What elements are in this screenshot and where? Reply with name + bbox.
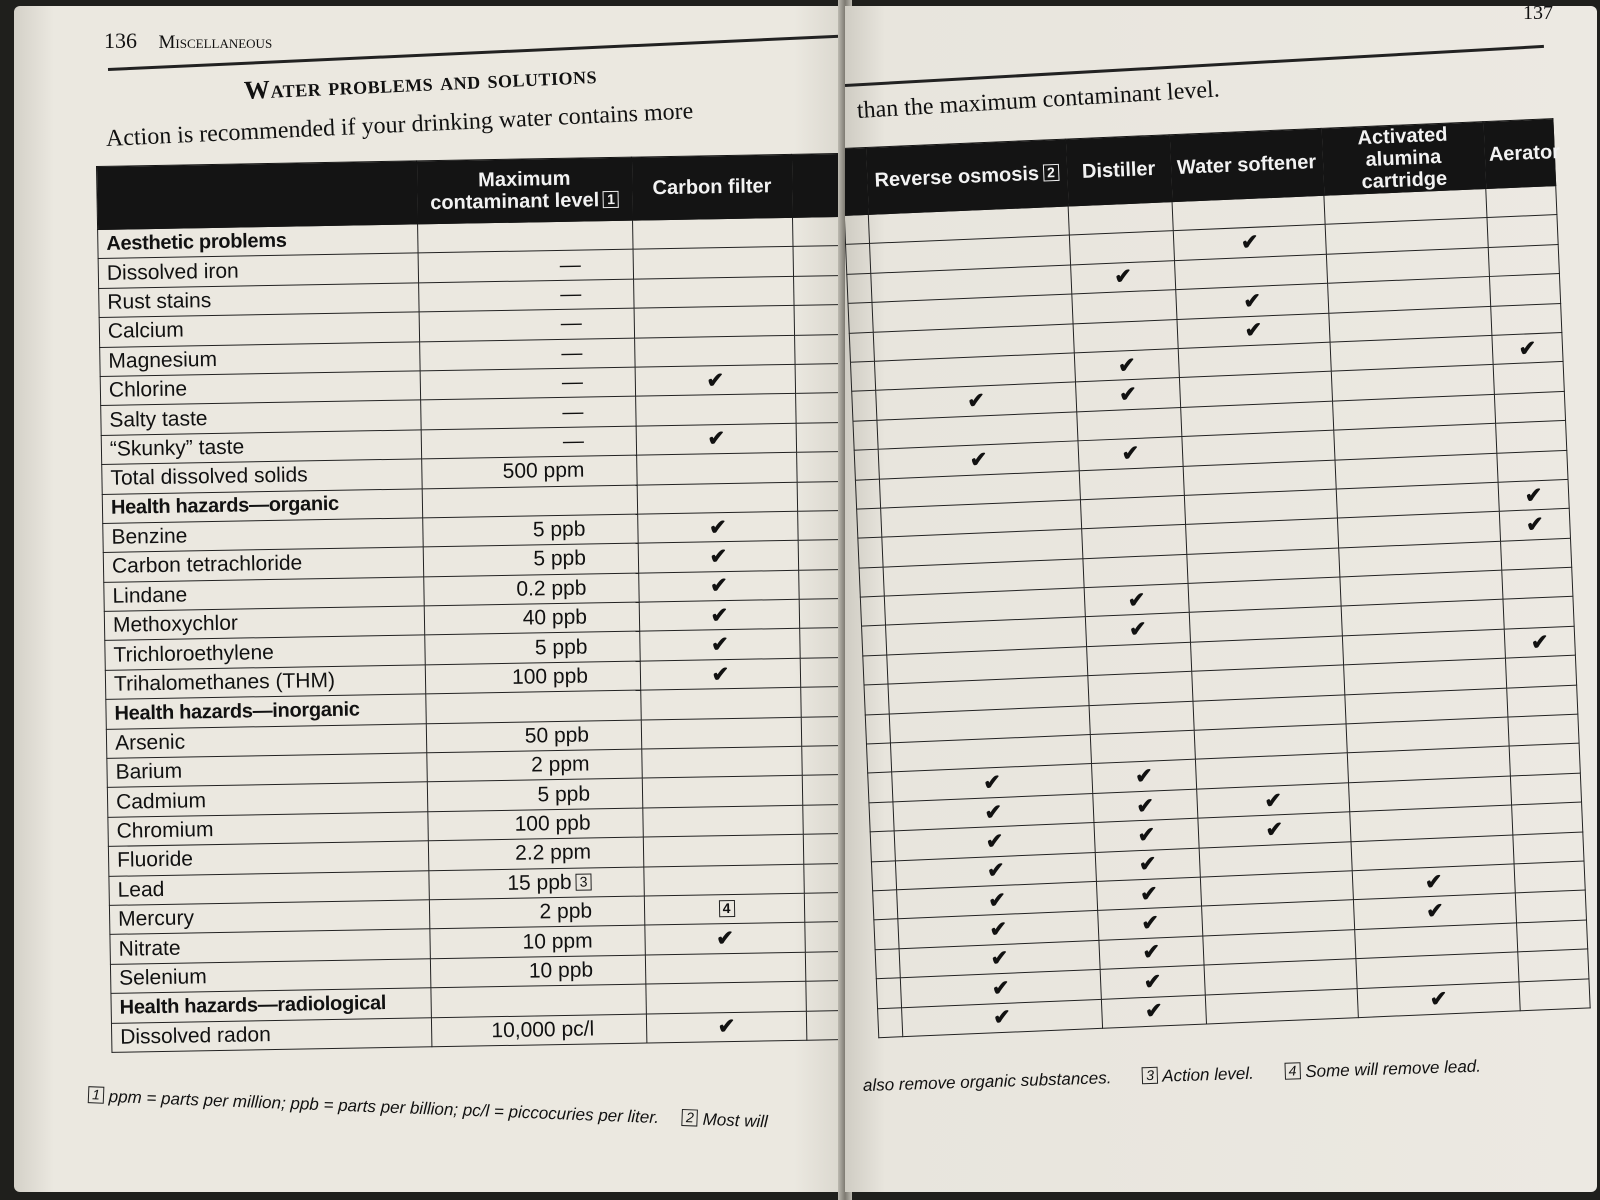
blank-cell [857, 508, 882, 538]
blank-cell [848, 303, 873, 333]
section-name: Miscellaneous [158, 32, 273, 53]
right-table-body [845, 186, 1590, 1038]
mcl-value [424, 602, 639, 635]
mcl-value [422, 485, 637, 518]
mcl-value [430, 925, 645, 958]
header-blank [97, 161, 418, 230]
check-icon: ✔ [1518, 336, 1537, 361]
blank-cell [868, 772, 893, 802]
check-icon: ✔ [1117, 353, 1137, 378]
aerator-cell [1512, 802, 1583, 834]
contaminant-label: Salty taste [101, 400, 421, 435]
contaminant-label: Chlorine [100, 371, 420, 406]
footnote-marker-2: 2 [682, 1109, 699, 1127]
distiller-cell [1101, 995, 1206, 1029]
blank-cell [875, 949, 900, 979]
mcl-text: 5 ppb [532, 517, 586, 542]
header-blank [845, 147, 868, 215]
mcl-value [427, 778, 642, 811]
page-number-left: 136 [104, 28, 137, 53]
carbon-filter-cell [643, 834, 803, 866]
footnote-2-text-left: Most will [702, 1109, 769, 1132]
intro-text-right: than the maximum contaminant level. [856, 76, 1221, 124]
check-icon: ✔ [708, 515, 727, 539]
contaminant-label: Carbon tetrachloride [103, 547, 423, 582]
aerator-cell [1486, 186, 1557, 218]
carbon-filter-cell [633, 217, 793, 249]
mcl-value [425, 661, 640, 694]
aerator-cell [1502, 567, 1573, 599]
aerator-cell [1501, 538, 1572, 570]
footnote-marker-1: 1 [88, 1086, 105, 1104]
aerator-cell [1518, 949, 1589, 981]
aerator-cell [1513, 832, 1584, 864]
contaminant-label: Trichloroethylene [105, 635, 425, 670]
running-head [104, 28, 272, 54]
left-table [96, 153, 845, 1053]
mcl-text: 500 ppm [502, 458, 585, 484]
carbon-filter-cell [638, 511, 798, 543]
footnote-marker-3: 3 [575, 873, 591, 890]
distiller-cell [1080, 495, 1185, 529]
check-icon: ✔ [1139, 882, 1159, 906]
check-icon: ✔ [1140, 911, 1160, 936]
carbon-filter-cell [633, 247, 793, 279]
mcl-text: 0.2 ppb [516, 576, 587, 601]
aerator-cell [1496, 421, 1567, 453]
distiller-cell [1069, 231, 1174, 265]
aerator-cell [1514, 861, 1585, 893]
carbon-filter-cell [638, 541, 798, 573]
aerator-cell [1491, 303, 1562, 335]
check-icon: ✔ [1138, 852, 1158, 877]
header-reverse-osmosis: Reverse osmosis 2 [865, 139, 1068, 214]
aerator-cell [1515, 890, 1586, 922]
contaminant-label: Calcium [99, 312, 419, 347]
check-icon: ✔ [1143, 970, 1162, 994]
aerator-cell [1519, 978, 1590, 1010]
mcl-text: — [561, 341, 583, 365]
check-icon: ✔ [987, 888, 1007, 913]
blank-cell [853, 420, 878, 450]
check-icon: ✔ [991, 976, 1011, 1001]
blank-cell [863, 655, 888, 685]
mcl-value [419, 279, 634, 312]
distiller-cell [1082, 525, 1187, 559]
mcl-text: 5 ppb [533, 546, 587, 571]
distiller-cell [1093, 789, 1198, 823]
section-heading: Health hazards—organic [102, 488, 422, 523]
aerator-cell [1488, 244, 1559, 276]
contaminant-label: Dissolved iron [98, 253, 418, 288]
check-icon: ✔ [711, 662, 730, 686]
mcl-text: 15 ppb [507, 870, 572, 895]
check-icon: ✔ [1265, 817, 1284, 842]
check-icon: ✔ [992, 1005, 1012, 1030]
check-icon: ✔ [969, 447, 988, 472]
blank-cell [846, 244, 871, 274]
mcl-text: 5 ppb [537, 782, 591, 806]
distiller-cell [1088, 672, 1193, 706]
carbon-filter-cell [639, 570, 799, 602]
activated-alumina-cell [1357, 981, 1520, 1017]
header-distiller: Distiller [1065, 135, 1172, 206]
blank-cell [859, 567, 884, 597]
carbon-filter-cell [645, 952, 805, 984]
distiller-cell [1078, 437, 1183, 471]
mcl-value [429, 867, 644, 900]
mcl-value [426, 690, 641, 723]
mcl-value [428, 837, 643, 870]
distiller-cell [1068, 202, 1173, 236]
check-icon: ✔ [710, 633, 729, 657]
check-icon: ✔ [1524, 483, 1543, 508]
distiller-cell [1099, 936, 1204, 970]
check-icon: ✔ [1429, 987, 1448, 1012]
carbon-filter-cell [636, 394, 796, 426]
blank-cell [865, 714, 890, 744]
contaminant-label: Lindane [104, 577, 424, 612]
blank-cell [873, 890, 898, 920]
mcl-text: 2 ppm [530, 752, 590, 777]
aerator-cell [1507, 685, 1578, 717]
contaminant-label: Barium [107, 753, 427, 788]
contaminant-label: Selenium [110, 959, 430, 994]
carbon-filter-cell [636, 423, 796, 455]
contaminant-label: Cadmium [107, 782, 427, 817]
blank-cell [850, 361, 875, 391]
header-mcl: Maximum contaminant level 1 [416, 157, 632, 224]
check-icon: ✔ [1128, 617, 1148, 642]
mcl-value [430, 955, 645, 988]
distiller-cell [1095, 848, 1200, 882]
blank-cell [869, 802, 894, 832]
mcl-text: 2.2 ppm [514, 840, 592, 866]
footnote-4-text: Some will remove lead. [1304, 1056, 1482, 1082]
footnote-marker-4: 4 [1284, 1062, 1301, 1079]
carbon-filter-cell [639, 599, 799, 631]
aerator-cell [1509, 744, 1580, 776]
contaminant-label: Lead [109, 870, 429, 905]
check-icon: ✔ [985, 829, 1004, 854]
distiller-cell [1084, 583, 1189, 617]
header-blank [791, 153, 845, 217]
blank-cell [858, 537, 883, 567]
mcl-value [424, 573, 639, 606]
water-softener-cell [1205, 988, 1358, 1024]
aerator-cell [1510, 773, 1581, 805]
check-icon: ✔ [1118, 382, 1138, 407]
mcl-value [420, 367, 635, 400]
check-icon: ✔ [1113, 265, 1133, 290]
distiller-cell [1094, 818, 1199, 852]
distiller-cell [1087, 642, 1192, 676]
contaminant-label: “Skunky” taste [101, 430, 421, 465]
contaminant-label: Nitrate [110, 929, 430, 964]
contaminant-label: Total dissolved solids [102, 459, 422, 494]
mcl-value [427, 749, 642, 782]
distiller-cell [1098, 906, 1203, 940]
aerator-cell [1492, 332, 1563, 364]
distiller-cell [1072, 290, 1177, 324]
mcl-text: — [562, 400, 584, 424]
contaminant-label: Mercury [109, 900, 429, 935]
distiller-cell [1100, 965, 1205, 999]
distiller-cell [1096, 877, 1201, 911]
check-icon: ✔ [1137, 823, 1156, 848]
contaminant-label: Fluoride [108, 841, 428, 876]
carbon-filter-cell [642, 746, 802, 778]
carbon-filter-cell [646, 1011, 806, 1043]
contaminant-label: Rust stains [99, 283, 419, 318]
right-table [845, 118, 1591, 1038]
check-icon: ✔ [1127, 588, 1146, 613]
aerator-cell [1503, 597, 1574, 629]
mcl-text: — [562, 429, 585, 453]
header-aerator: Aerator [1483, 119, 1556, 189]
check-icon: ✔ [1136, 793, 1155, 818]
aerator-cell [1489, 274, 1560, 306]
mcl-value [422, 455, 637, 488]
blank-cell [871, 860, 896, 890]
contaminant-label: Trihalomethanes (THM) [105, 665, 425, 700]
contaminant-label: Magnesium [100, 341, 420, 376]
carbon-filter-cell [644, 864, 804, 896]
blank-cell [862, 626, 887, 656]
mcl-text: 100 ppb [511, 664, 589, 689]
check-icon: ✔ [1424, 870, 1444, 894]
check-icon: ✔ [709, 574, 728, 598]
check-icon: ✔ [989, 917, 1008, 942]
blank-cell [845, 214, 870, 244]
intro-text-left: Action is recommended if your drinking water contains more [105, 98, 694, 152]
distiller-cell [1077, 407, 1182, 441]
check-icon: ✔ [1263, 788, 1283, 813]
check-icon: ✔ [1121, 441, 1140, 466]
mcl-value [421, 426, 636, 459]
check-icon: ✔ [982, 770, 1002, 795]
footnote-marker-1: 1 [603, 191, 619, 208]
mcl-value [426, 720, 641, 753]
mcl-text: 2 ppb [539, 899, 593, 924]
blank-cell [874, 919, 899, 949]
page-title: Water problems and solutions [243, 59, 598, 105]
blank-cell [854, 449, 879, 479]
carbon-filter-cell [642, 776, 802, 808]
aerator-cell [1499, 509, 1570, 541]
mcl-text: — [561, 370, 584, 395]
carbon-filter-cell [643, 805, 803, 837]
distiller-cell [1073, 319, 1178, 353]
blank-cell [870, 831, 895, 861]
mcl-value [419, 308, 634, 341]
section-heading: Health hazards—inorganic [106, 694, 426, 729]
aerator-cell [1517, 920, 1588, 952]
carbon-filter-cell [637, 482, 797, 514]
blank-cell [878, 1007, 903, 1037]
check-icon: ✔ [984, 800, 1003, 825]
blank-cell [849, 332, 874, 362]
mcl-text: — [559, 253, 581, 277]
mcl-value [431, 984, 646, 1017]
aerator-cell [1497, 450, 1568, 482]
aerator-cell [1505, 655, 1576, 687]
carbon-filter-cell [641, 688, 801, 720]
mcl-value [429, 896, 644, 929]
footnote-right [863, 1057, 1482, 1096]
contaminant-label: Methoxychlor [104, 606, 424, 641]
mcl-text: 40 ppb [522, 605, 588, 630]
check-icon: ✔ [1525, 512, 1545, 537]
mcl-value [423, 543, 638, 576]
distiller-cell [1083, 554, 1188, 588]
mcl-text: — [560, 282, 582, 306]
footnote-1-text: ppm = parts per million; ppb = parts per billion; pc/l = piccocuries per liter. [108, 1086, 660, 1128]
mcl-value [431, 1014, 646, 1047]
footnote-3-text: Action level. [1161, 1063, 1255, 1086]
check-icon: ✔ [1142, 940, 1161, 965]
mcl-text: 10,000 pc/l [491, 1017, 595, 1042]
page-number-right: 137 [1523, 6, 1553, 24]
mcl-text: — [560, 311, 583, 336]
section-heading: Aesthetic problems [98, 224, 418, 259]
left-page [14, 6, 845, 1192]
check-icon: ✔ [1240, 230, 1260, 255]
blank-cell [860, 596, 885, 626]
carbon-filter-cell [634, 306, 794, 338]
distiller-cell [1071, 260, 1176, 294]
mcl-value [425, 632, 640, 665]
footnote-marker-2: 2 [1043, 164, 1060, 182]
contaminant-label: Dissolved radon [111, 1017, 431, 1052]
mcl-value [418, 220, 633, 253]
carbon-filter-cell [634, 276, 794, 308]
carbon-filter-cell [635, 335, 795, 367]
aerator-cell [1498, 479, 1569, 511]
aerator-cell [1508, 714, 1579, 746]
mcl-value [423, 514, 638, 547]
distiller-cell [1085, 613, 1190, 647]
carbon-filter-cell [640, 658, 800, 690]
check-icon: ✔ [1530, 630, 1550, 655]
right-page [845, 6, 1597, 1192]
check-icon: ✔ [986, 859, 1006, 883]
distiller-cell [1089, 701, 1194, 735]
carbon-filter-cell [644, 893, 804, 925]
check-icon: ✔ [1134, 764, 1154, 789]
blank-cell [876, 978, 901, 1008]
carbon-filter-cell [645, 923, 805, 955]
contaminant-label: Arsenic [106, 723, 426, 758]
check-icon: ✔ [716, 927, 735, 951]
mcl-text: 50 ppb [524, 723, 590, 748]
distiller-cell [1092, 760, 1197, 794]
distiller-cell [1079, 466, 1184, 500]
check-icon: ✔ [709, 545, 728, 569]
carbon-filter-cell [646, 981, 806, 1013]
mcl-value [428, 808, 643, 841]
contaminant-label: Benzine [103, 518, 423, 553]
mcl-text: 5 ppb [534, 635, 588, 660]
carbon-filter-cell [637, 452, 797, 484]
blank-cell [847, 273, 872, 303]
header-water-softener: Water softener [1169, 128, 1324, 201]
check-icon: ✔ [966, 389, 986, 413]
mcl-value [420, 338, 635, 371]
carbon-filter-cell [635, 364, 795, 396]
contaminant-label: Chromium [108, 812, 428, 847]
check-icon: ✔ [1425, 899, 1445, 924]
mcl-text: 10 ppb [528, 958, 594, 983]
header-carbon-filter: Carbon filter [631, 154, 792, 220]
blank-cell [864, 684, 889, 714]
aerator-cell [1493, 362, 1564, 394]
section-heading: Health hazards—radiological [111, 988, 431, 1023]
aerator-cell [1494, 391, 1565, 423]
left-table-body [98, 216, 845, 1052]
check-icon: ✔ [706, 368, 725, 393]
footnote-2-text-right: also remove organic substances. [862, 1068, 1112, 1095]
blank-cell [866, 743, 891, 773]
check-icon: ✔ [990, 947, 1009, 971]
blank-cell [855, 479, 880, 509]
check-icon: ✔ [707, 427, 726, 451]
mcl-text: 10 ppm [522, 929, 593, 954]
check-icon: ✔ [1242, 289, 1262, 314]
check-icon: ✔ [710, 603, 729, 628]
check-icon: ✔ [717, 1015, 736, 1039]
mcl-value [421, 396, 636, 429]
footnote-marker-4: 4 [718, 900, 734, 917]
mcl-value [418, 250, 633, 283]
footnote-left [84, 1086, 769, 1132]
aerator-cell [1504, 626, 1575, 658]
aerator-cell [1487, 215, 1558, 247]
blank-cell [852, 391, 877, 421]
distiller-cell [1090, 730, 1195, 764]
check-icon: ✔ [1244, 318, 1263, 343]
check-icon: ✔ [1144, 999, 1164, 1024]
distiller-cell [1074, 349, 1179, 383]
distiller-cell [1076, 378, 1181, 412]
mcl-text: 100 ppb [514, 811, 591, 836]
footnote-marker-3: 3 [1142, 1067, 1159, 1084]
carbon-filter-cell [640, 629, 800, 661]
carbon-filter-cell [641, 717, 801, 749]
header-activated-alumina: Activated alumina cartridge [1321, 122, 1486, 196]
